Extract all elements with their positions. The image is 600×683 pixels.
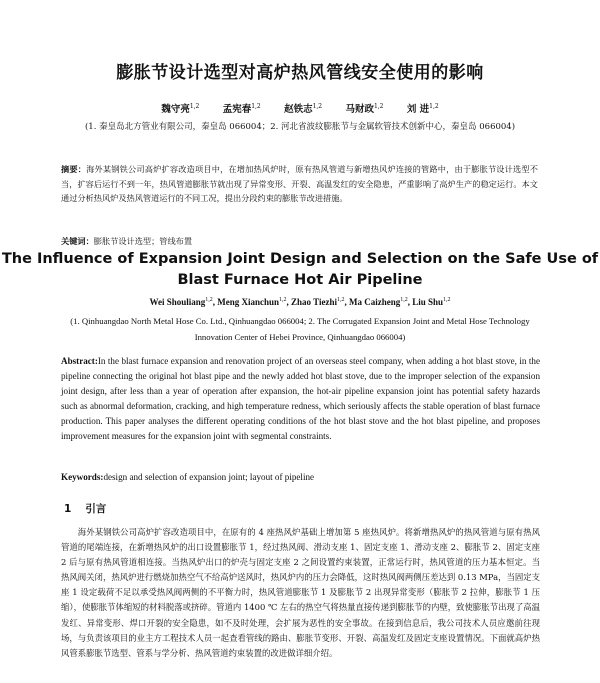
chinese-title: 膨胀节设计选型对高炉热风管线安全使用的影响: [116, 63, 484, 83]
cn-abstract-text: 海外某钢铁公司高炉扩容改造项目中，在增加热风炉时，原有热风管道与新增热风炉连接的管路中，由于膨胀节设计选型不当，扩容后运行不到一年，热风管道膨胀节就出现了异常变形、开裂、高温发红的安全隐患，严重影响了高炉生产的稳定运行。本文通过分析热风炉及热风管道运行的不同工况，提出分段约束的膨胀节改进措施。: [61, 164, 538, 204]
en-keywords-text: design and selection of expansion joint; layout of pipeline: [103, 472, 315, 482]
chinese-keywords: [61, 236, 538, 247]
en-abstract-label: Abstract:: [61, 356, 98, 366]
cn-author: 刘 进$^{1,2}$: [406, 102, 439, 115]
cn-abstract-label: 摘要：: [61, 164, 87, 174]
cn-author: 魏守亮$^{1,2}$: [161, 102, 200, 115]
en-keywords-label: Keywords:: [61, 472, 104, 482]
en-abstract-text: In the blast furnace expansion and renovation project of an overseas steel company, when adding a hot blast stove, in the pipeline connecting the original hot blast pipe and the newly added hot blast stove, due to the improper selection of the expansion joint design, after less than a year of operation after expansion, the hot-air pipeline expansion joint has potential safety hazards such as abnormal deformation, cracking, and high temperature redness, which seriously affects the stable operation of blast furnace production. This paper analyses the different operating conditions of the hot blast stove and the hot blast pipeline, and proposes improvement measures for the expansion joint with segmental constraints.: [61, 356, 540, 441]
cn-author: 马财政$^{1,2}$: [345, 102, 384, 115]
english-author-list: [0, 297, 600, 307]
en-author: Zhao Tiezhi$^{1,2}$,: [291, 297, 349, 307]
chinese-author-list: [0, 101, 600, 115]
en-author: Meng Xianchun$^{1,2}$,: [217, 297, 292, 307]
en-author: Liu Shu$^{1,2}$: [412, 297, 451, 307]
chinese-affiliation: (1. 秦皇岛北方管业有限公司，秦皇岛 066004；2. 河北省波纹膨胀节与金属软管技术创新中心，秦皇岛 066004): [84, 122, 516, 132]
english-title: The Influence of Expansion Joint Design and Selection on the Safe Use of Blast Furnace Hot Air Pipeline: [1, 251, 599, 288]
english-keywords: [61, 472, 540, 482]
introduction-paragraph: 海外某钢铁公司高炉扩容改造项目中，在原有的 4 座热风炉基础上增加第 5 座热风炉。将新增热风炉的热风管道与原有热风管道的尾端连接，在新增热风炉的出口设置膨胀节 1，经过热风阀、滑动支座 1、固定支座 1、滑动支座 2、膨胀节 2、固定支座 2 后与原有热风管道相连接。当热风炉出口的炉壳与固定支座 2 之间设置约束装置，正常运行时，热风管道的压力基本恒定。当热风阀关闭，热风炉进行燃烧加热空气不给高炉送风时，热风炉内的压力会降低，这时热风阀两侧压差达到 0.13 MPa，当固定支座 1 设定载荷不足以承受热风阀两侧的不平衡力时，热风管道膨胀节 1 及膨胀节 2 出现异常变形（膨胀节 2 拉伸，膨胀节 1 压缩），使膨胀节体缩短的材料脱落或挤碎。管道内 1400 ℃ 左右的热空气将热量直接传递到膨胀节的内壁，致使膨胀节出现了高温发红、异常变形、焊口开裂的安全隐患，如不及时处理，会扩展为恶性的安全事故。在接到信息后，我公司技术人员应邀前往现场，与负责该项目的业主方工程技术人员一起查看管线的路由、膨胀节变形、开裂、高温发红及固定支座设置情况。下面就高炉热风管系膨胀节选型、管系与学分析、热风管道约束装置的改进做详细介绍。: [61, 527, 540, 658]
en-author: Wei Shouliang$^{1,2}$,: [149, 297, 218, 307]
section-title: 引言: [85, 503, 107, 515]
section-number: 1: [64, 503, 72, 515]
english-affiliation: (1. Qinhuangdao North Metal Hose Co. Ltd., Qinhuangdao 066004; 2. The Corrugated Expansion Joint and Metal Hose Technology Innovation Center of Hebei Province, Qinhuangdao 066004): [70, 316, 530, 342]
cn-author: 赵铁志$^{1,2}$: [284, 102, 323, 115]
chinese-abstract: [61, 162, 538, 206]
section-heading: [64, 501, 106, 516]
cn-author: 孟宪春$^{1,2}$: [222, 102, 261, 115]
cn-keywords-text: 膨胀节设计选型；管线布置: [93, 236, 193, 246]
en-author: Ma Caizheng$^{1,2}$,: [348, 297, 413, 307]
cn-keywords-label: 关键词：: [61, 236, 94, 246]
english-abstract: [61, 354, 540, 444]
